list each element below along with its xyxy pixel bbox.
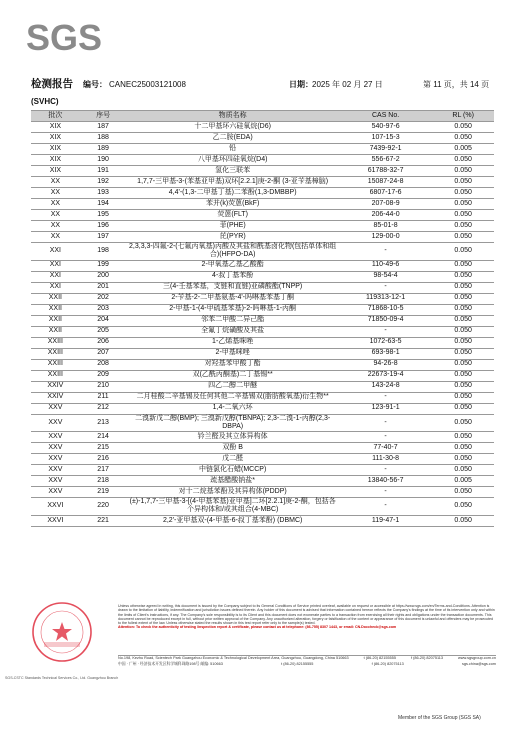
table-row: [31, 403, 494, 414]
no-cell: 221: [80, 515, 127, 526]
table-row: [31, 210, 494, 221]
no-cell: 211: [80, 392, 127, 403]
batch-cell: XXV: [31, 443, 80, 454]
ref-number: CANEC25003121008: [109, 80, 186, 89]
table-row: [31, 166, 494, 177]
batch-cell: XXVI: [31, 498, 80, 516]
report-date: 2025 年 02 月 27 日: [312, 80, 383, 89]
table-row: [31, 359, 494, 370]
cas-cell: 77-40-7: [339, 443, 432, 454]
no-cell: 199: [80, 260, 127, 271]
cas-cell: -: [339, 432, 432, 443]
table-row: [31, 271, 494, 282]
batch-cell: XXV: [31, 432, 80, 443]
batch-cell: XXV: [31, 454, 80, 465]
no-cell: 208: [80, 359, 127, 370]
table-row: [31, 381, 494, 392]
col-cas: CAS No.: [339, 111, 432, 122]
substance-cell: 二溴新戊二醇(BMP); 三溴新戊醇(TBNPA); 2,3-二溴-1-丙醇(2,3-DBPA): [126, 414, 338, 432]
tel-1: t (86-20) 82155555: [363, 656, 396, 660]
member-text: Member of the SGS Group (SGS SA): [398, 715, 481, 721]
no-cell: 205: [80, 326, 127, 337]
table-row: [31, 304, 494, 315]
batch-cell: XX: [31, 177, 80, 188]
cas-cell: -: [339, 282, 432, 293]
substance-cell: 4,4'-(1,3-二甲基丁基)二苯酚(1,3-DMBBP): [126, 188, 338, 199]
table-row: [31, 199, 494, 210]
table-row: [31, 348, 494, 359]
substance-cell: 钤兰醛及其立体异构体: [126, 432, 338, 443]
no-cell: 189: [80, 144, 127, 155]
substance-cell: 四乙二醇二甲醚: [126, 381, 338, 392]
batch-cell: XX: [31, 188, 80, 199]
batch-cell: XXII: [31, 326, 80, 337]
no-cell: 187: [80, 122, 127, 133]
substance-cell: 中链氯化石蜡(MCCP): [126, 465, 338, 476]
rl-cell: 0.050: [432, 304, 494, 315]
batch-cell: XXV: [31, 403, 80, 414]
no-cell: 195: [80, 210, 127, 221]
cas-cell: 6807-17-6: [339, 188, 432, 199]
batch-cell: XXI: [31, 271, 80, 282]
page-number: 第 11 页，共 14 页: [423, 80, 490, 89]
batch-cell: XXIV: [31, 392, 80, 403]
tel-2: t (86-20) 82155555: [281, 661, 314, 666]
col-rl: RL (%): [432, 111, 494, 122]
table-row: [31, 282, 494, 293]
attention-text: Attention: To check the authenticity of testing /inspection report & certificate, please contact us at telephone: (86-755) 8307 1443, or email: CN.Doccheck@sgs.com: [118, 625, 397, 630]
substance-cell: 2-苄基-2-二甲基氨基-4'-吗啉基苯基丁酮: [126, 293, 338, 304]
substance-cell: 双(乙酰丙酮基)二丁基锡**: [126, 370, 338, 381]
no-cell: 210: [80, 381, 127, 392]
substance-cell: 三(4-壬基苯基，支链和直链)亚磷酸酯(TNPP): [126, 282, 338, 293]
company-seal-stamp: [30, 600, 94, 664]
address-row-cn: [118, 662, 496, 668]
sgs-logo-text: SGS: [26, 17, 103, 58]
no-cell: 190: [80, 155, 127, 166]
table-header-row: [31, 111, 494, 122]
address-en: No.198, Kezhu Road, Scientech Park Guangzhou Economic & Technological Development Area, Guangzhou, Guangdong, China 510663: [118, 656, 349, 660]
rl-cell: 0.050: [432, 337, 494, 348]
rl-cell: 0.005: [432, 476, 494, 487]
rl-cell: 0.050: [432, 465, 494, 476]
substance-cell: 八甲基环四硅氧烷(D4): [126, 155, 338, 166]
cas-cell: 143-24-8: [339, 381, 432, 392]
cas-cell: 71850-09-4: [339, 315, 432, 326]
substance-cell: 2,2'-亚甲基双-(4-甲基-6-叔丁基苯酚) (DBMC): [126, 515, 338, 526]
batch-cell: XXI: [31, 243, 80, 261]
cas-cell: 85-01-8: [339, 221, 432, 232]
rl-cell: 0.050: [432, 221, 494, 232]
no-cell: 215: [80, 443, 127, 454]
table-row: [31, 122, 494, 133]
batch-cell: XXV: [31, 476, 80, 487]
batch-cell: XXI: [31, 282, 80, 293]
rl-cell: 0.050: [432, 210, 494, 221]
batch-cell: XIX: [31, 144, 80, 155]
cas-cell: 110-49-6: [339, 260, 432, 271]
cas-cell: 207-08-9: [339, 199, 432, 210]
rl-cell: 0.050: [432, 326, 494, 337]
rl-cell: 0.050: [432, 392, 494, 403]
rl-cell: 0.050: [432, 315, 494, 326]
no-cell: 193: [80, 188, 127, 199]
svhc-table: [31, 110, 494, 527]
disclaimer-text: Unless otherwise agreed in writing, this document is issued by the Company subject to its General Conditions of Service printed overleaf, available on request or accessible at https://www.sgs.com/en/Terms-and-Conditions. Attention is drawn to the limitation of liability, indemnification and jurisdiction issues defined therein. Any holder of this document is advised that information contained hereon reflects the Company's findings at the time of its intervention only and within the limits of Client's instructions, if any. The Company's sole responsibility is to its Client and this document does not exonerate parties to a transaction from exercising all their rights and obligations under the transaction documents. This document cannot be reproduced except in full, without prior written approval of the Company. Any unauthorized alteration, forgery or falsification of the content or appearance of this document is unlawful and offenders may be prosecuted to the fullest extent of the law. Unless otherwise stated the results shown in this test report refer only to the sample(s) tested.: [118, 604, 495, 626]
table-row: [31, 232, 494, 243]
cas-cell: 61788-32-7: [339, 166, 432, 177]
no-cell: 204: [80, 315, 127, 326]
substance-cell: 铅: [126, 144, 338, 155]
cas-cell: -: [339, 392, 432, 403]
fax-1: f (86-20) 82075113: [410, 656, 443, 660]
ref-label: 编号：: [83, 80, 107, 89]
col-substance: 物质名称: [126, 111, 338, 122]
substance-cell: 1-乙烯基咪唑: [126, 337, 338, 348]
table-row: [31, 454, 494, 465]
section-label: (SVHC): [31, 97, 59, 106]
substance-cell: 对十二烷基苯酚及其异构体(PDDP): [126, 487, 338, 498]
no-cell: 219: [80, 487, 127, 498]
sgs-logo: [24, 17, 103, 58]
table-row: [31, 144, 494, 155]
rl-cell: 0.050: [432, 188, 494, 199]
cas-cell: 71868-10-5: [339, 304, 432, 315]
substance-cell: 2-甲氧基乙基乙酸酯: [126, 260, 338, 271]
rl-cell: 0.050: [432, 282, 494, 293]
table-row: [31, 443, 494, 454]
web-1[interactable]: www.sgsgroup.com.cn: [458, 656, 496, 660]
cas-cell: 556-67-2: [339, 155, 432, 166]
substance-cell: 对羟基苯甲酸丁酯: [126, 359, 338, 370]
rl-cell: 0.050: [432, 166, 494, 177]
no-cell: 188: [80, 133, 127, 144]
table-row: [31, 188, 494, 199]
rl-cell: 0.050: [432, 199, 494, 210]
batch-cell: XXII: [31, 293, 80, 304]
cas-cell: -: [339, 487, 432, 498]
no-cell: 209: [80, 370, 127, 381]
table-row: [31, 315, 494, 326]
cas-cell: 7439-92-1: [339, 144, 432, 155]
no-cell: 192: [80, 177, 127, 188]
no-cell: 203: [80, 304, 127, 315]
substance-cell: 双酚 B: [126, 443, 338, 454]
col-no: 序号: [80, 111, 127, 122]
batch-cell: XX: [31, 221, 80, 232]
no-cell: 198: [80, 243, 127, 261]
table-row: [31, 293, 494, 304]
batch-cell: XXIII: [31, 337, 80, 348]
substance-cell: 乙二胺(EDA): [126, 133, 338, 144]
rl-cell: 0.050: [432, 232, 494, 243]
cas-cell: 107-15-3: [339, 133, 432, 144]
substance-cell: 荧蒽(FLT): [126, 210, 338, 221]
batch-cell: XXIII: [31, 348, 80, 359]
substance-cell: 戊二醛: [126, 454, 338, 465]
substance-cell: (±)-1,7,7-三甲基-3-[(4-甲基苯基)亚甲基]二环[2.2.1]庚-2-酮，包括各个异构体和/或其组合(4-MBC): [126, 498, 338, 516]
batch-cell: XIX: [31, 166, 80, 177]
rl-cell: 0.050: [432, 403, 494, 414]
table-row: [31, 177, 494, 188]
rl-cell: 0.050: [432, 260, 494, 271]
cas-cell: 98-54-4: [339, 271, 432, 282]
table-row: [31, 133, 494, 144]
table-row: [31, 432, 494, 443]
substance-cell: 十二甲基环六硅氧烷(D6): [126, 122, 338, 133]
footer-disclaimer: [118, 604, 496, 630]
no-cell: 212: [80, 403, 127, 414]
batch-cell: XIX: [31, 133, 80, 144]
rl-cell: 0.050: [432, 432, 494, 443]
rl-cell: 0.050: [432, 443, 494, 454]
batch-cell: XXIII: [31, 370, 80, 381]
substance-cell: 二月桂酸二辛基锡及任何其他二辛基锡双(脂肪酸氧基)衍生物**: [126, 392, 338, 403]
email-2[interactable]: sgs.china@sgs.com: [461, 661, 496, 666]
no-cell: 207: [80, 348, 127, 359]
address-cn: 中国 · 广州 · 经济技术开发区科学城科珠路198号 邮编: 510663: [118, 661, 223, 666]
table-row: [31, 515, 494, 526]
batch-cell: XXII: [31, 315, 80, 326]
cas-cell: -: [339, 465, 432, 476]
col-batch: 批次: [31, 111, 80, 122]
rl-cell: 0.050: [432, 370, 494, 381]
cas-cell: 119-47-1: [339, 515, 432, 526]
no-cell: 206: [80, 337, 127, 348]
batch-cell: XX: [31, 210, 80, 221]
date-label: 日期：: [289, 80, 313, 89]
table-body: [31, 122, 494, 527]
cas-cell: -: [339, 414, 432, 432]
table-row: [31, 476, 494, 487]
substance-cell: 巯基醋酸钠盐*: [126, 476, 338, 487]
no-cell: 191: [80, 166, 127, 177]
rl-cell: 0.050: [432, 133, 494, 144]
cas-cell: -: [339, 326, 432, 337]
table-row: [31, 392, 494, 403]
no-cell: 200: [80, 271, 127, 282]
cas-cell: 119313-12-1: [339, 293, 432, 304]
batch-cell: XXVI: [31, 515, 80, 526]
batch-cell: XX: [31, 232, 80, 243]
company-name: SGS-CSTC Standards Technical Services Co., Ltd. Guangzhou Branch: [5, 676, 119, 680]
batch-cell: XXV: [31, 487, 80, 498]
rl-cell: 0.050: [432, 177, 494, 188]
cas-cell: -: [339, 498, 432, 516]
substance-cell: 1,7,7-三甲基-3-(苯基亚甲基)双环[2.2.1]庚-2-酮 (3-亚苄基樟脑): [126, 177, 338, 188]
substance-cell: 菲(PHE): [126, 221, 338, 232]
cas-cell: -: [339, 243, 432, 261]
footer-address: [118, 655, 496, 667]
batch-cell: XIX: [31, 122, 80, 133]
cas-cell: 693-98-1: [339, 348, 432, 359]
cas-cell: 1072-63-5: [339, 337, 432, 348]
substance-cell: 2-甲基-1-(4-甲硫基苯基)-2-吗啉基-1-丙酮: [126, 304, 338, 315]
cas-cell: 540-97-6: [339, 122, 432, 133]
substance-cell: 氢化三联苯: [126, 166, 338, 177]
table-row: [31, 498, 494, 516]
report-title: 检测报告: [31, 78, 73, 90]
rl-cell: 0.050: [432, 348, 494, 359]
rl-cell: 0.050: [432, 359, 494, 370]
batch-cell: XX: [31, 199, 80, 210]
rl-cell: 0.050: [432, 515, 494, 526]
cas-cell: 129-00-0: [339, 232, 432, 243]
batch-cell: XXII: [31, 304, 80, 315]
table-row: [31, 326, 494, 337]
cas-cell: 123-91-1: [339, 403, 432, 414]
cas-cell: 13840-56-7: [339, 476, 432, 487]
rl-cell: 0.050: [432, 454, 494, 465]
substance-cell: 全氟丁烷磺酸及其盐: [126, 326, 338, 337]
table-row: [31, 465, 494, 476]
batch-cell: XIX: [31, 155, 80, 166]
no-cell: 194: [80, 199, 127, 210]
batch-cell: XXV: [31, 414, 80, 432]
table-row: [31, 370, 494, 381]
rl-cell: 0.050: [432, 271, 494, 282]
table-row: [31, 155, 494, 166]
substance-cell: 芘(PYR): [126, 232, 338, 243]
no-cell: 202: [80, 293, 127, 304]
rl-cell: 0.050: [432, 155, 494, 166]
substance-cell: 邻苯二甲酸二异己酯: [126, 315, 338, 326]
batch-cell: XXIII: [31, 359, 80, 370]
cas-cell: 22673-19-4: [339, 370, 432, 381]
rl-cell: 0.005: [432, 144, 494, 155]
table-row: [31, 221, 494, 232]
substance-cell: 2-甲基咪唑: [126, 348, 338, 359]
table-row: [31, 337, 494, 348]
rl-cell: 0.050: [432, 122, 494, 133]
substance-cell: 1,4-二氧六环: [126, 403, 338, 414]
cas-cell: 15087-24-8: [339, 177, 432, 188]
batch-cell: XXIV: [31, 381, 80, 392]
no-cell: 197: [80, 232, 127, 243]
no-cell: 196: [80, 221, 127, 232]
no-cell: 213: [80, 414, 127, 432]
rl-cell: 0.050: [432, 498, 494, 516]
fax-2: f (86-20) 82075113: [371, 661, 404, 666]
no-cell: 220: [80, 498, 127, 516]
no-cell: 214: [80, 432, 127, 443]
rl-cell: 0.050: [432, 381, 494, 392]
batch-cell: XXV: [31, 465, 80, 476]
substance-cell: 4-叔丁基苯酚: [126, 271, 338, 282]
cas-cell: 206-44-0: [339, 210, 432, 221]
table-row: [31, 243, 494, 261]
cas-cell: 111-30-8: [339, 454, 432, 465]
no-cell: 218: [80, 476, 127, 487]
table-row: [31, 487, 494, 498]
rl-cell: 0.050: [432, 414, 494, 432]
rl-cell: 0.050: [432, 243, 494, 261]
substance-cell: 2,3,3,3-四氟-2-(七氟丙氧基)丙酸及其盐和酰基卤化物(包括单体和组合)(HFPO-DA): [126, 243, 338, 261]
no-cell: 217: [80, 465, 127, 476]
rl-cell: 0.050: [432, 487, 494, 498]
batch-cell: XXI: [31, 260, 80, 271]
cas-cell: 94-26-8: [339, 359, 432, 370]
no-cell: 201: [80, 282, 127, 293]
rl-cell: 0.050: [432, 293, 494, 304]
no-cell: 216: [80, 454, 127, 465]
table-row: [31, 260, 494, 271]
substance-cell: 苯并(k)荧蒽(BkF): [126, 199, 338, 210]
table-row: [31, 414, 494, 432]
